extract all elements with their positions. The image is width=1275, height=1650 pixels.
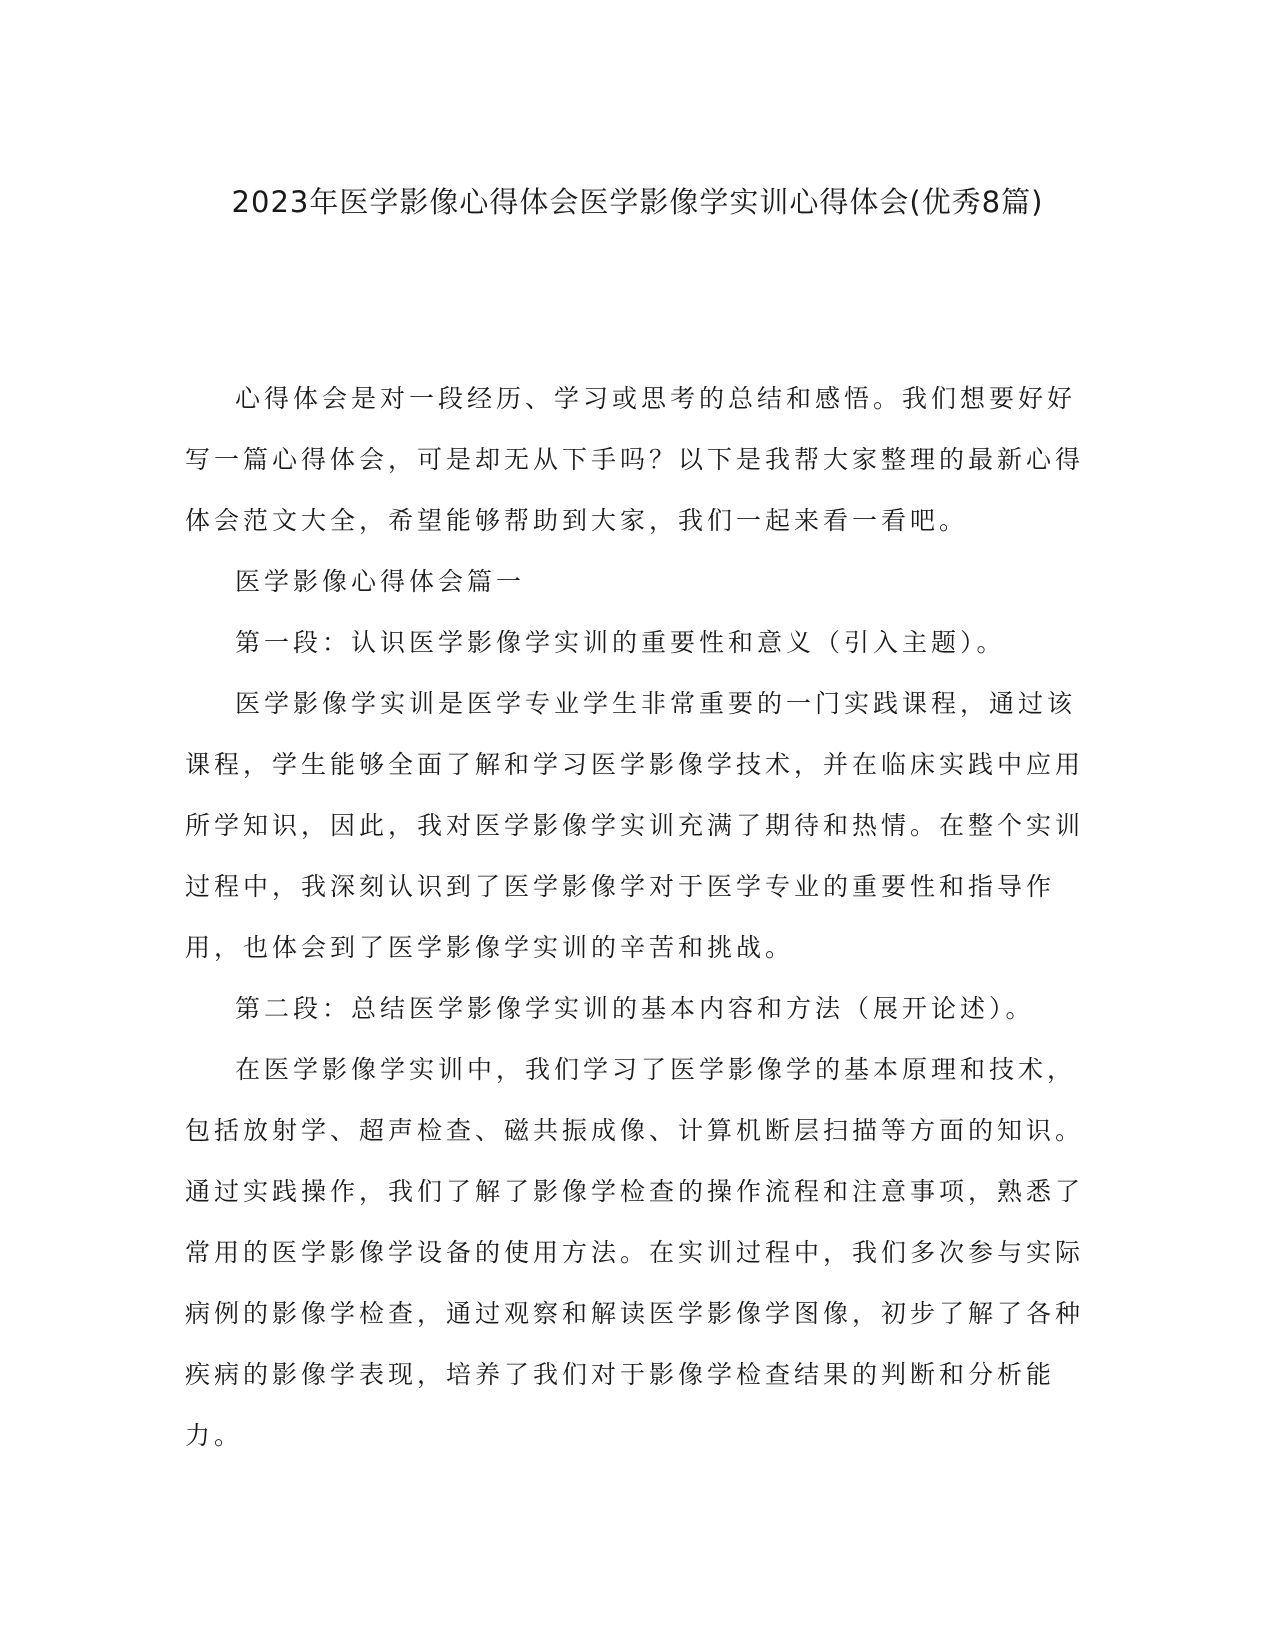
paragraph-part2-body: 在医学影像学实训中，我们学习了医学影像学的基本原理和技术，包括放射学、超声检查、磁共振成像、计算机断层扫描等方面的知识。通过实践操作，我们了解了影像学检查的操作流程和注意事项，熟悉了常用的医学影像学设备的使用方法。在实训过程中，我们多次参与实际病例的影像学检查，通过观察和解读医学影像学图像，初步了解了各种疾病的影像学表现，培养了我们对于影像学检查结果的判断和分析能力。 [185,1055,1085,1450]
paragraph-part1-body: 医学影像学实训是医学专业学生非常重要的一门实践课程，通过该课程，学生能够全面了解和学习医学影像学技术，并在临床实践中应用所学知识，因此，我对医学影像学实训充满了期待和热情。在整个实训过程中，我深刻认识到了医学影像学对于医学专业的重要性和指导作用，也体会到了医学影像学实训的辛苦和挑战。 [185,689,1085,962]
paragraph-part2-heading: 第二段：总结医学影像学实训的基本内容和方法（展开论述）。 [235,994,1035,1023]
section-heading-1: 医学影像心得体会篇一 [235,567,526,596]
document-title: 2023年医学影像心得体会医学影像学实训心得体会(优秀8篇) [231,185,1044,219]
paragraph-intro: 心得体会是对一段经历、学习或思考的总结和感悟。我们想要好好写一篇心得体会，可是却无从下手吗？以下是我帮大家整理的最新心得体会范文大全，希望能够帮助到大家，我们一起来看一看吧。 [185,384,1085,535]
document-body [185,368,1085,1466]
paragraph-part1-heading: 第一段：认识医学影像学实训的重要性和意义（引入主题）。 [235,628,1006,657]
